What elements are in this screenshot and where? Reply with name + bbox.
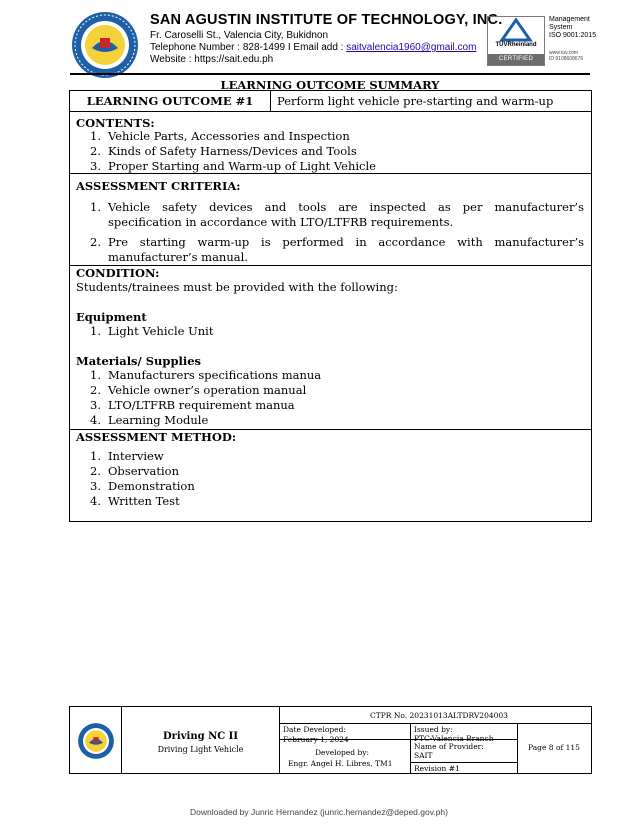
- institution-contact: [150, 42, 476, 53]
- condition-section: [69, 265, 592, 430]
- phone-text: Telephone Number : 828-1499 I Email add :: [150, 42, 347, 53]
- footer-provider-label: Name of Provider:: [414, 742, 484, 751]
- footer-table: [69, 706, 592, 774]
- materials-heading: Materials/ Supplies: [76, 354, 202, 368]
- cert-line-1: Management: [549, 16, 590, 23]
- footer-date-label: Date Developed:: [283, 725, 346, 734]
- cert-line-2: System: [549, 24, 573, 31]
- outcome-text: Perform light vehicle pre-starting and warm-up: [270, 90, 592, 112]
- list-item: 3. Demonstration: [90, 479, 195, 493]
- footer-revision: Revision #1: [414, 764, 460, 773]
- cert-banner: CERTIFIED: [488, 54, 544, 65]
- download-note: Downloaded by Junric Hernandez (junric.hernandez@deped.gov.ph): [190, 807, 448, 817]
- footer-course-sub: Driving Light Vehicle: [157, 745, 244, 754]
- equipment-list: [90, 324, 213, 339]
- method-heading: ASSESSMENT METHOD:: [76, 430, 237, 444]
- contents-heading: CONTENTS:: [76, 116, 155, 130]
- equipment-heading: Equipment: [76, 310, 147, 324]
- footer-course: Driving NC II: [162, 731, 239, 742]
- list-item: 1. Light Vehicle Unit: [90, 324, 214, 338]
- header-divider: [70, 73, 590, 75]
- footer-page: Page 8 of 115: [528, 743, 580, 752]
- criteria-item-1: 1. Vehicle safety devices and tools are inspected as per manufacturer’s specification in accordance with LTO/LTFRB requirements.: [90, 200, 584, 229]
- criteria-item-2: 2. Pre starting warm-up is performed in accordance with manufacturer’s manufacturer’s manual.: [90, 235, 584, 264]
- list-item: 1. Vehicle Parts, Accessories and Inspection: [90, 129, 350, 143]
- list-item: 4. Written Test: [90, 494, 180, 508]
- condition-heading: CONDITION:: [76, 266, 160, 280]
- condition-intro: Students/trainees must be provided with the following:: [76, 280, 398, 294]
- contents-section: [69, 111, 592, 174]
- list-item: 3. LTO/LTFRB requirement manua: [90, 398, 295, 412]
- footer-date-value: February 1, 2024: [283, 735, 349, 744]
- footer-provider-value: SAIT: [414, 751, 433, 760]
- criteria-section: [69, 173, 592, 266]
- footer-dev-label: Developed by:: [315, 748, 370, 757]
- list-item: 1. Interview: [90, 449, 164, 463]
- cert-brand: TÜVRheinland: [495, 42, 537, 48]
- institution-address: Fr. Caroselli St., Valencia City, Bukidnon: [150, 30, 329, 41]
- list-item: 3. Proper Starting and Warm-up of Light Vehicle: [90, 159, 376, 173]
- method-list: [90, 449, 195, 509]
- outcome-label: LEARNING OUTCOME #1: [69, 90, 271, 112]
- cert-small-1: www.tuv.com: [549, 50, 579, 56]
- institution-name: SAN AGUSTIN INSTITUTE OF TECHNOLOGY, INC.: [150, 12, 503, 28]
- contents-list: [90, 129, 376, 174]
- footer-issued-value: PTC-Valencia Branch: [414, 734, 494, 743]
- tuv-triangle-icon: [488, 17, 544, 43]
- method-section: [69, 429, 592, 522]
- materials-list: [90, 368, 321, 428]
- email-link[interactable]: saitvalencia1960@gmail.com: [346, 42, 477, 53]
- list-item: 4. Learning Module: [90, 413, 209, 427]
- school-seal-logo: [70, 10, 140, 80]
- iso-certification-badge: [487, 16, 545, 66]
- criteria-heading: ASSESSMENT CRITERIA:: [76, 179, 241, 193]
- footer-seal-logo: [77, 722, 115, 760]
- list-item: 2. Observation: [90, 464, 179, 478]
- list-item: 2. Vehicle owner’s operation manual: [90, 383, 307, 397]
- page-title: LEARNING OUTCOME SUMMARY: [220, 78, 440, 92]
- cert-line-3: ISO 9001:2015: [549, 32, 597, 39]
- institution-website[interactable]: Website : https://sait.edu.ph: [150, 54, 274, 65]
- footer-dev-value: Engr. Angel H. Libres, TM1: [288, 759, 393, 768]
- list-item: 2. Kinds of Safety Harness/Devices and Tools: [90, 144, 357, 158]
- footer-ctpr: CTPR No. 20231013ALTDRV204003: [370, 711, 508, 720]
- footer-issued-label: Issued by:: [414, 725, 453, 734]
- cert-small-2: ID 9108608676: [549, 56, 584, 62]
- list-item: 1. Manufacturers specifications manua: [90, 368, 322, 382]
- footer-course-cell: [122, 707, 279, 773]
